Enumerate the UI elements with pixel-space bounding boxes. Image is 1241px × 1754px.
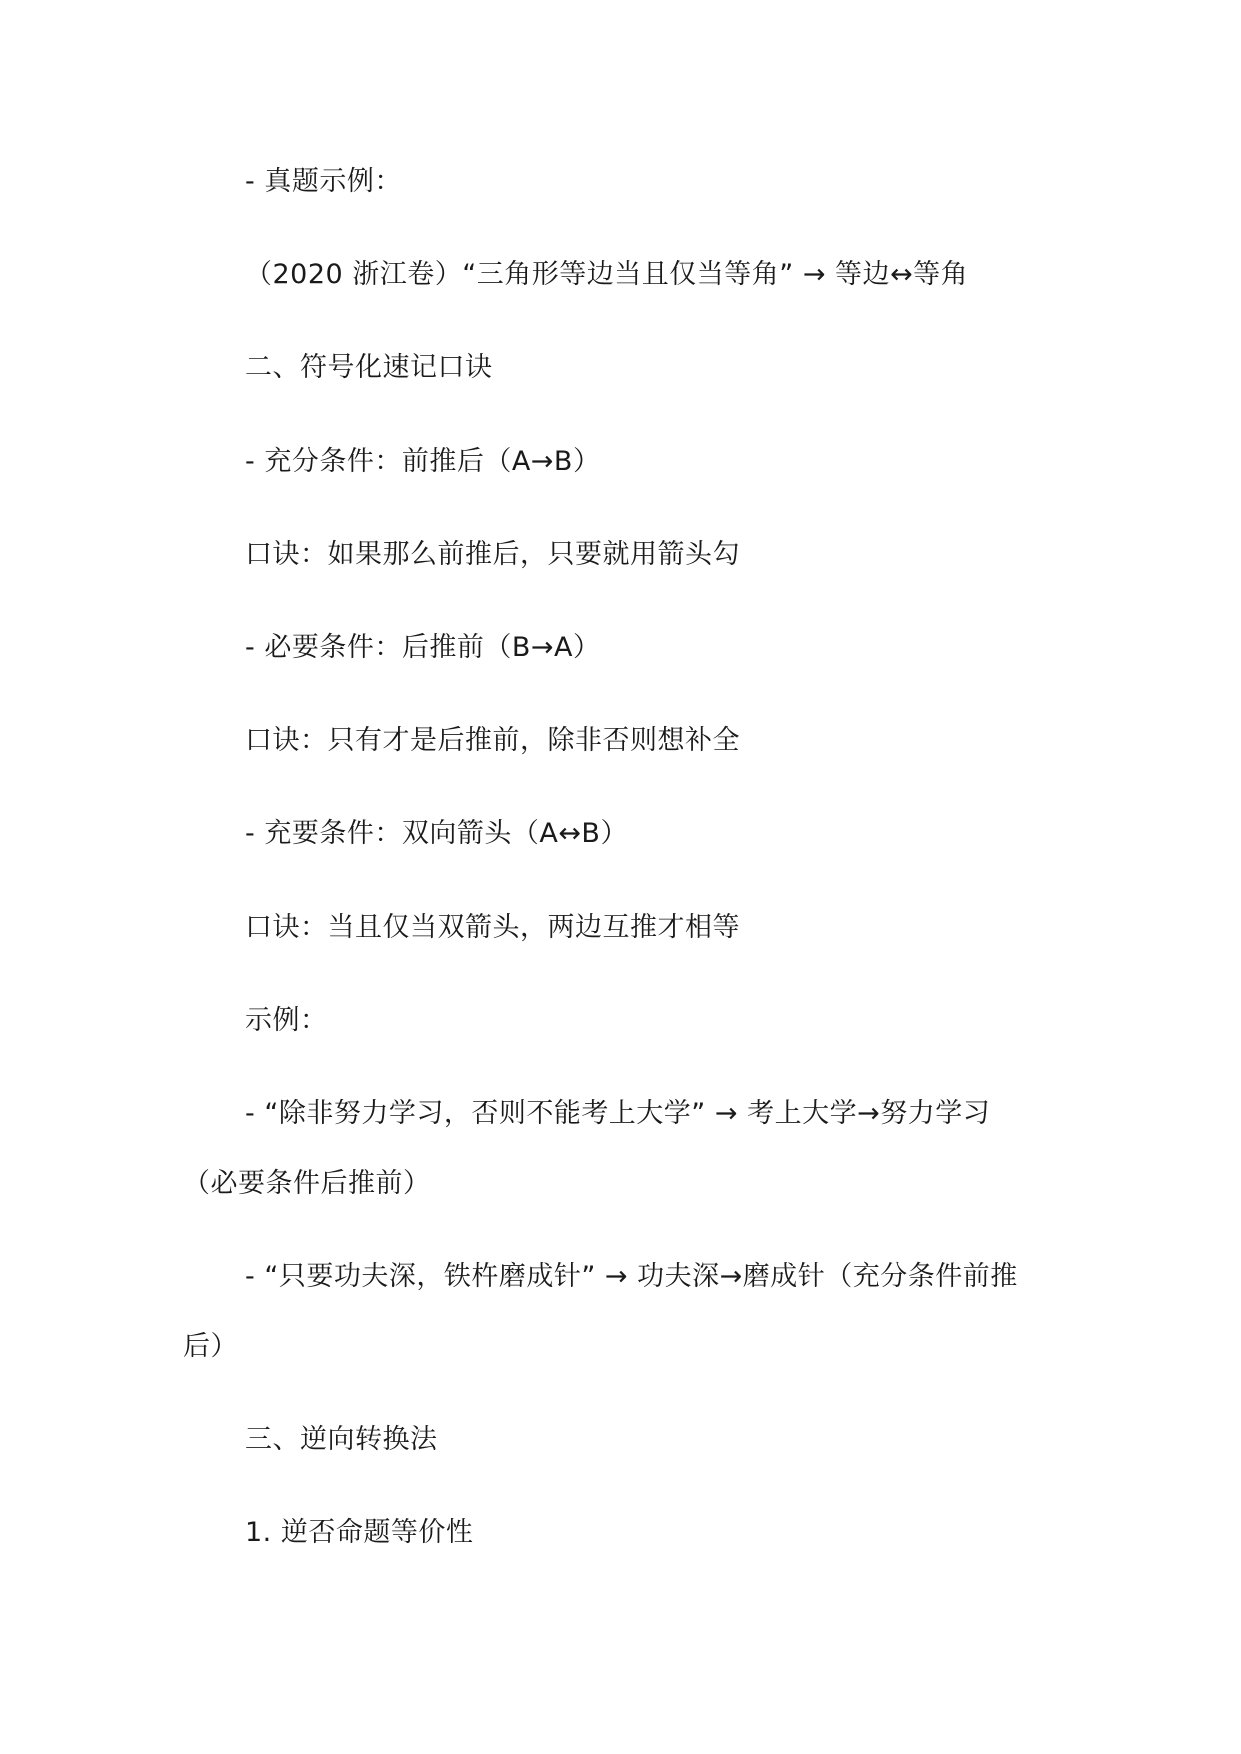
text-line: （必要条件后推前） bbox=[183, 1168, 431, 1199]
text-line: - 必要条件：后推前（B→A） bbox=[245, 632, 601, 663]
text-line: - 充要条件：双向箭头（A↔B） bbox=[245, 818, 628, 849]
section-heading: 三、逆向转换法 bbox=[245, 1424, 438, 1455]
section-heading: 二、符号化速记口诀 bbox=[245, 352, 493, 383]
text-line: 示例： bbox=[245, 1005, 328, 1036]
text-line: （2020 浙江卷）“三角形等边当且仅当等角” → 等边↔等角 bbox=[245, 259, 969, 290]
text-line: 后） bbox=[183, 1331, 238, 1362]
subsection-heading: 1. 逆否命题等价性 bbox=[245, 1517, 474, 1548]
text-line: 口诀：如果那么前推后，只要就用箭头勾 bbox=[245, 539, 740, 570]
text-line: - “只要功夫深，铁杵磨成针” → 功夫深→磨成针（充分条件前推 bbox=[245, 1261, 1018, 1292]
text-line: - “除非努力学习，否则不能考上大学” → 考上大学→努力学习 bbox=[245, 1098, 991, 1129]
text-line: - 充分条件：前推后（A→B） bbox=[245, 446, 601, 477]
text-line: - 真题示例： bbox=[245, 166, 402, 197]
text-line: 口诀：只有才是后推前，除非否则想补全 bbox=[245, 725, 740, 756]
text-line: 口诀：当且仅当双箭头，两边互推才相等 bbox=[245, 912, 740, 943]
